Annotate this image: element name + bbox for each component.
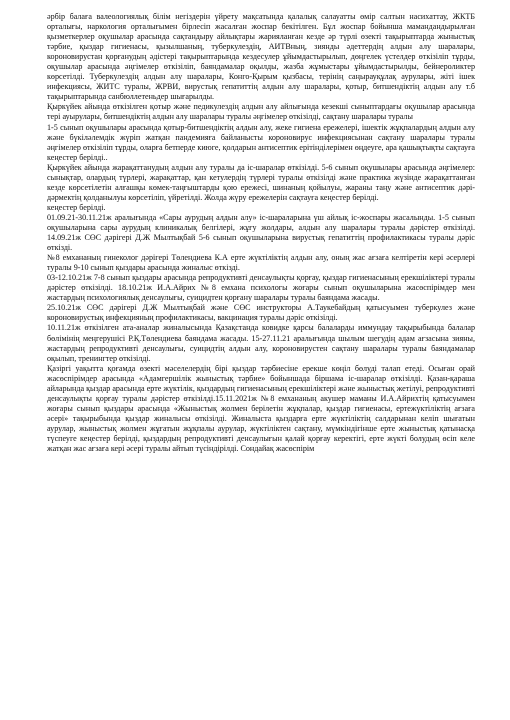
paragraph-grades-1-5-hygiene: 1-5 сынып оқушылары арасында қотыр-битшендіктің алдын алу, жеке гигиена ережелері, ішектік жұқпалардың алдын алу және бүкіләлемдік жүріп жатқан пандемияға байланысты короновирус инфекциясынан сақтану шаралары туралы әңгімелер өткізіліп тұрды, оларға бетперде киюге, қолдарын антисептик ерітінділерімен өңдеуге, ара қашықтықты сақтауға кеңестер берілді..	[47, 122, 475, 162]
paragraph-injury-prevention: Қыркүйек айында жарақаттанудың алдын алу туралы да іс-шаралар өткізілді. 5-6 сынып оқушылары арасында әңгімелер: сынықтар, олардың түрлері, жарақаттар, қан кетулердің түрлері туралы өткізілді және практика жүзінде жарақаттанған кезде көрсетілетін алғашқы көмек-таңғыштарды қою ережесі, шинаның қойылуы, жараны таңу және антисептик дәрі-дәрмектің қолданылуы көрсетіліп, үйретілді. Жолда жүру ережелерін сақтауға кеңестер берілді.	[47, 162, 475, 202]
document-body	[47, 12, 475, 454]
paragraph-parents-meeting: 10.11.21ж өткізілген ата-аналар жиналысында Қазақстанда ковидке қарсы балаларды иммундау тақырыбында балалар бөлімінің меңгерушісі Р.Қ.Төлендиева баяндама жасады. 15-27.11.21 аралығында шылым шегудің адам ағзасына зияны, жастардың репродуктивті денсаулығы, суицидтің алдын алу, короновирустен сақтану шаралары туралы баяндамалар оқылып, тренингтер өткізілді.	[47, 323, 475, 363]
paragraph-advice-given: кеңестер берілді.	[47, 202, 106, 212]
paragraph-scabies-month: Қыркүйек айында өткізілген қотыр және педикулездің алдын алу айлығында кезекші сыныптардағы оқушылар арасында тері ауырулары, битшендіктің алдын алу шаралары туралы әңгімелер өткізілді, сақтану шаралары туралы	[47, 102, 475, 122]
paragraph-girls-education: Қазіргі уақытта қоғамда өзекті мәселелердің бірі қыздар тәрбиесіне ерекше көңіл бөлуді талап етеді. Осыған орай жасөспірімдер арасында «Адамгершілік жыныстық тәрбие» бойыншада біршама іс-шаралар өткізілді. Қазан-қараша айларында қыздар арасында ерте жүктілік, қыздардың гигиенасының ерекшіліктері және жыныстық жетілуі, репродуктивті денсаулықты қорғау туралы дәрістер өткізілді.15.11.2021ж №8 емхананың акушер маманы И.А.Айрихтің қатысуымен жоғары сынып қыздары арасында «Жыныстық жолмен берілетін жұқпалар, қыздар гигиенасы, ертежүктіліктің ағзаға әсері» тақырыбында қыздар жиналысы өткізілді. Жиналыста қыздарға ерте жүктіліктің салдарынан келіп шығатын аурулар, жыныстық жолмен жұғатын жұқпалы аурулар, жүктіліктен сақтану, мүмкіндігінше ерте жыныстық қатынасқа түспеуге кеңестер берілді, қыздардың репродуктивті денсаулығын қалай қорғау керектігі, ерте жүкті болудың өсіп келе жатқан жас ағзаға кері әсері туралы айтып түсіндірілді. Сондайақ жасөспірім	[47, 363, 475, 454]
paragraph-health-education-plan: әрбір балаға валеологиялық білім негіздерін үйрету мақсатында қалалық салауатты өмір салтын насихаттау, ЖКТБ орталығы, наркология орталығымен бірлесіп жасалған жоспар бекітілген. Бұл жоспар бойынша мамандандырылған қызметкерлер оқушылар арасында сақтандыру айлықтары жарияланған кезде әр түрлі өзекті тақырыптарда жыныстық тәрбие, қыздар гигиенасы, қызылшаның, туберкулездің, АИТВның, зиянды әдеттердің алдын алу шаралары, короновирустан қорғанудың әдістері тақырыптарында кездесулер ұйымдастырылып, дөңгелек үстелдер өткізіліп тұрды, оқушылар арасында әңгімелер өткізіліп, баяндамалар оқылды, жазба жұмыстары ұйымдастырылды, бейнероликтер көрсетілді. Туберкулездің алдын алу шаралары, Конго-Қырым қызбасы, терінің саңырауқұлақ аурулары, жіті ішек инфекциясы, ЖИТС туралы, ЖРВИ, вирустық гепатиттің алдын алу шаралары, қотыр, битшендіктің алдын алу т.б тақырыптарында санбюллетеньдер шығарылды.	[47, 12, 475, 102]
paragraph-gynecologist-meeting: №8 емхананың гинеколог дәрігері Төлендиева К.А ерте жүктіліктің алдын алу, оның жас ағзаға келтіретін кері әсерлері туралы 9-10 сынып қыздары арасында жиналыс өткізді.	[47, 253, 475, 273]
paragraph-tuberculosis-lecture: 25.10.21ж СӨС дәрігері Д.Ж Мылтықбай және СӨС инструкторы А.Таукебайдың қатысуымен туберкулез және короновирустық инфекцияның профилактикасы, вакцинация туралы дәріс өткізілді.	[47, 303, 475, 323]
paragraph-reproductive-health: 03-12.10.21ж 7-8 сынып қыздары арасында репродуктивті денсаулықты қорғау, қыздар гигиенасының ерекшіліктері туралы дәрістер өткізілді. 18.10.21ж И.А.Айрих №8 емхана психологы жоғары сынып оқушыларына жасөспірімдер мен жастардың психологиялық денсаулығы, суицидтен қорғану шаралары туралы баяндама жасады.	[47, 273, 475, 303]
paragraph-hepatitis-plan: 01.09.21-30.11.21ж аралығында «Сары аурудың алдын алу» іс-шараларына үш айлық іс-жоспары жасалынды. 1-5 сынып оқушыларына сары аурудың клиникалық белгілері, жұғу жолдары, алдын алу шаралары туралы дәрістер өткізілді. 14.09.21ж СӨС дәрігері Д.Ж Мылтықбай 5-6 сынып оқушыларына вирустық гепатиттің профилактикасы туралы дәріс өткізді.	[47, 212, 475, 253]
